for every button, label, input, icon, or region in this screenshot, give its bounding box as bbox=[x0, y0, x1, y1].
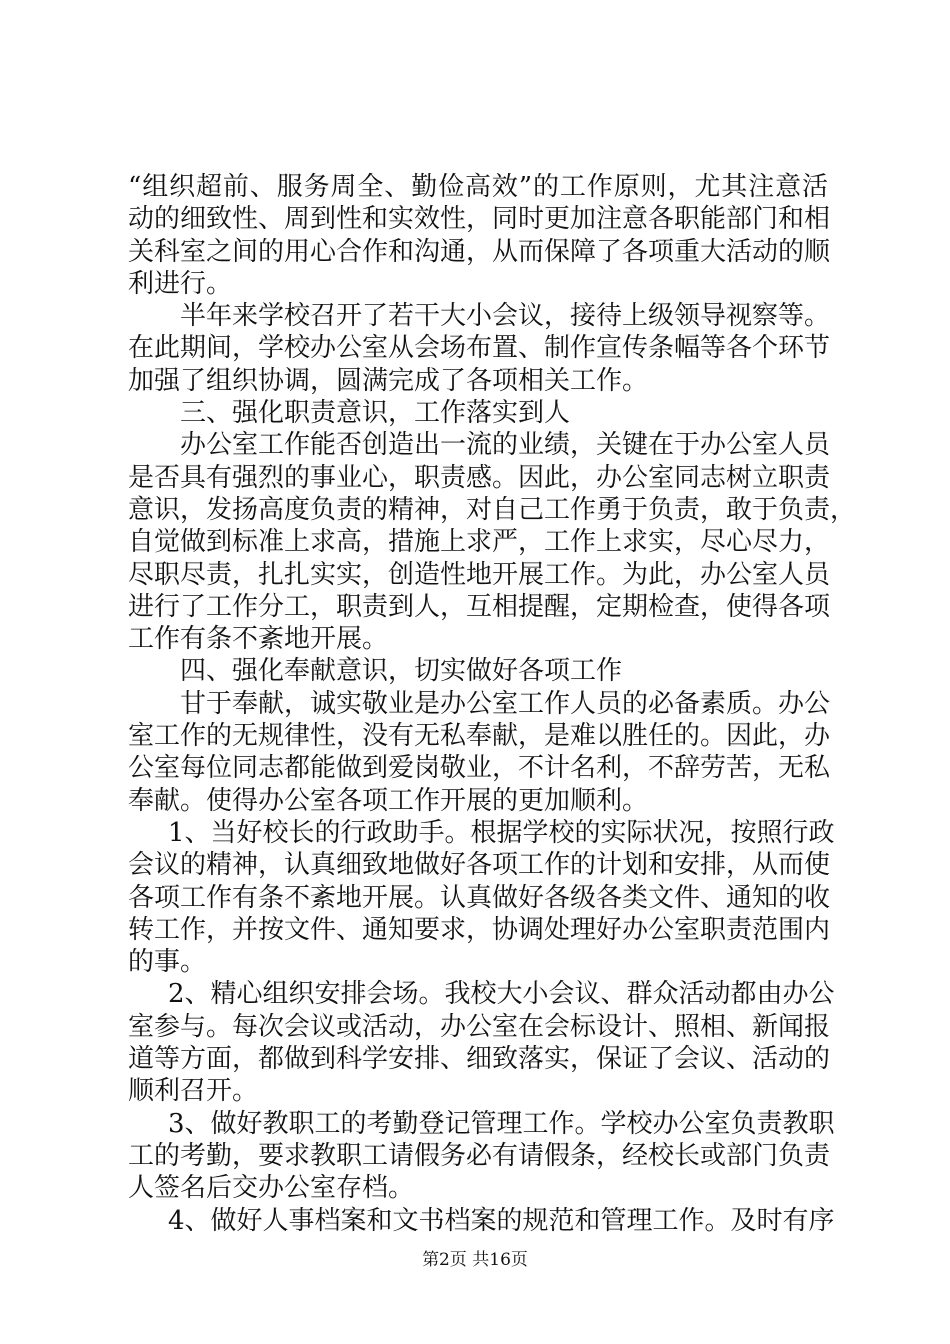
text-line: 转工作，并按文件、通知要求，协调处理好办公室职责范围内 bbox=[128, 914, 831, 945]
text-line: 动的细致性、周到性和实效性，同时更加注意各职能部门和相 bbox=[128, 204, 831, 235]
paragraph-start-line: 甘于奉献，诚实敬业是办公室工作人员的必备素质。办公 bbox=[180, 688, 831, 719]
section-heading: 三、强化职责意识，工作落实到人 bbox=[180, 398, 571, 429]
text-line: 尽职尽责，扎扎实实，创造性地开展工作。为此，办公室人员 bbox=[128, 559, 831, 590]
text-line: 是否具有强烈的事业心，职责感。因此，办公室同志树立职责 bbox=[128, 462, 831, 493]
text-line: 室参与。每次会议或活动，办公室在会标设计、照相、新闻报 bbox=[128, 1011, 831, 1042]
text-line: 顺利召开。 bbox=[128, 1076, 259, 1107]
text-line: 各项工作有条不紊地开展。认真做好各级各类文件、通知的收 bbox=[128, 882, 831, 913]
list-item-line: 3、做好教职工的考勤登记管理工作。学校办公室负责教职 bbox=[168, 1108, 835, 1139]
text-line: 道等方面，都做到科学安排、细致落实，保证了会议、活动的 bbox=[128, 1044, 831, 1075]
text-line: 在此期间，学校办公室从会场布置、制作宣传条幅等各个环节 bbox=[128, 333, 831, 364]
text-line: 进行了工作分工，职责到人，互相提醒，定期检查，使得各项 bbox=[128, 591, 831, 622]
text-line: 人签名后交办公室存档。 bbox=[128, 1173, 415, 1204]
section-heading: 四、强化奉献意识，切实做好各项工作 bbox=[180, 656, 623, 687]
text-line: “组织超前、服务周全、勤俭高效”的工作原则，尤其注意活 bbox=[128, 172, 828, 202]
paragraph-start-line: 办公室工作能否创造出一流的业绩，关键在于办公室人员 bbox=[180, 430, 831, 461]
text-line: 会议的精神，认真细致地做好各项工作的计划和安排，从而使 bbox=[128, 850, 831, 881]
text-line: 关科室之间的用心合作和沟通，从而保障了各项重大活动的顺 bbox=[128, 236, 831, 267]
text-line: 室工作的无规律性，没有无私奉献，是难以胜任的。因此，办 bbox=[128, 721, 831, 752]
body-text bbox=[128, 171, 857, 1237]
text-line: 的事。 bbox=[128, 947, 207, 978]
paragraph-start-line: 半年来学校召开了若干大小会议，接待上级领导视察等。 bbox=[180, 301, 831, 332]
text-line: 工的考勤，要求教职工请假务必有请假条，经校长或部门负责 bbox=[128, 1140, 831, 1171]
text-line: 意识，发扬高度负责的精神，对自己工作勇于负责，敢于负责， bbox=[128, 494, 857, 525]
text-line: 加强了组织协调，圆满完成了各项相关工作。 bbox=[128, 365, 649, 396]
text-line: 奉献。使得办公室各项工作开展的更加顺利。 bbox=[128, 785, 649, 816]
text-line: 工作有条不紊地开展。 bbox=[128, 624, 389, 655]
text-line: 公室每位同志都能做到爱岗敬业，不计名利，不辞劳苦，无私 bbox=[128, 753, 831, 784]
list-item-line: 1、当好校长的行政助手。根据学校的实际状况，按照行政 bbox=[168, 817, 835, 848]
text-line: 利进行。 bbox=[128, 268, 233, 299]
list-item-line: 2、精心组织安排会场。我校大小会议、群众活动都由办公 bbox=[168, 979, 835, 1010]
list-item-line: 4、做好人事档案和文书档案的规范和管理工作。及时有序 bbox=[168, 1205, 835, 1236]
page-footer: 第2页 共16页 bbox=[422, 1250, 528, 1270]
text-line: 自觉做到标准上求高，措施上求严，工作上求实，尽心尽力， bbox=[128, 527, 831, 558]
